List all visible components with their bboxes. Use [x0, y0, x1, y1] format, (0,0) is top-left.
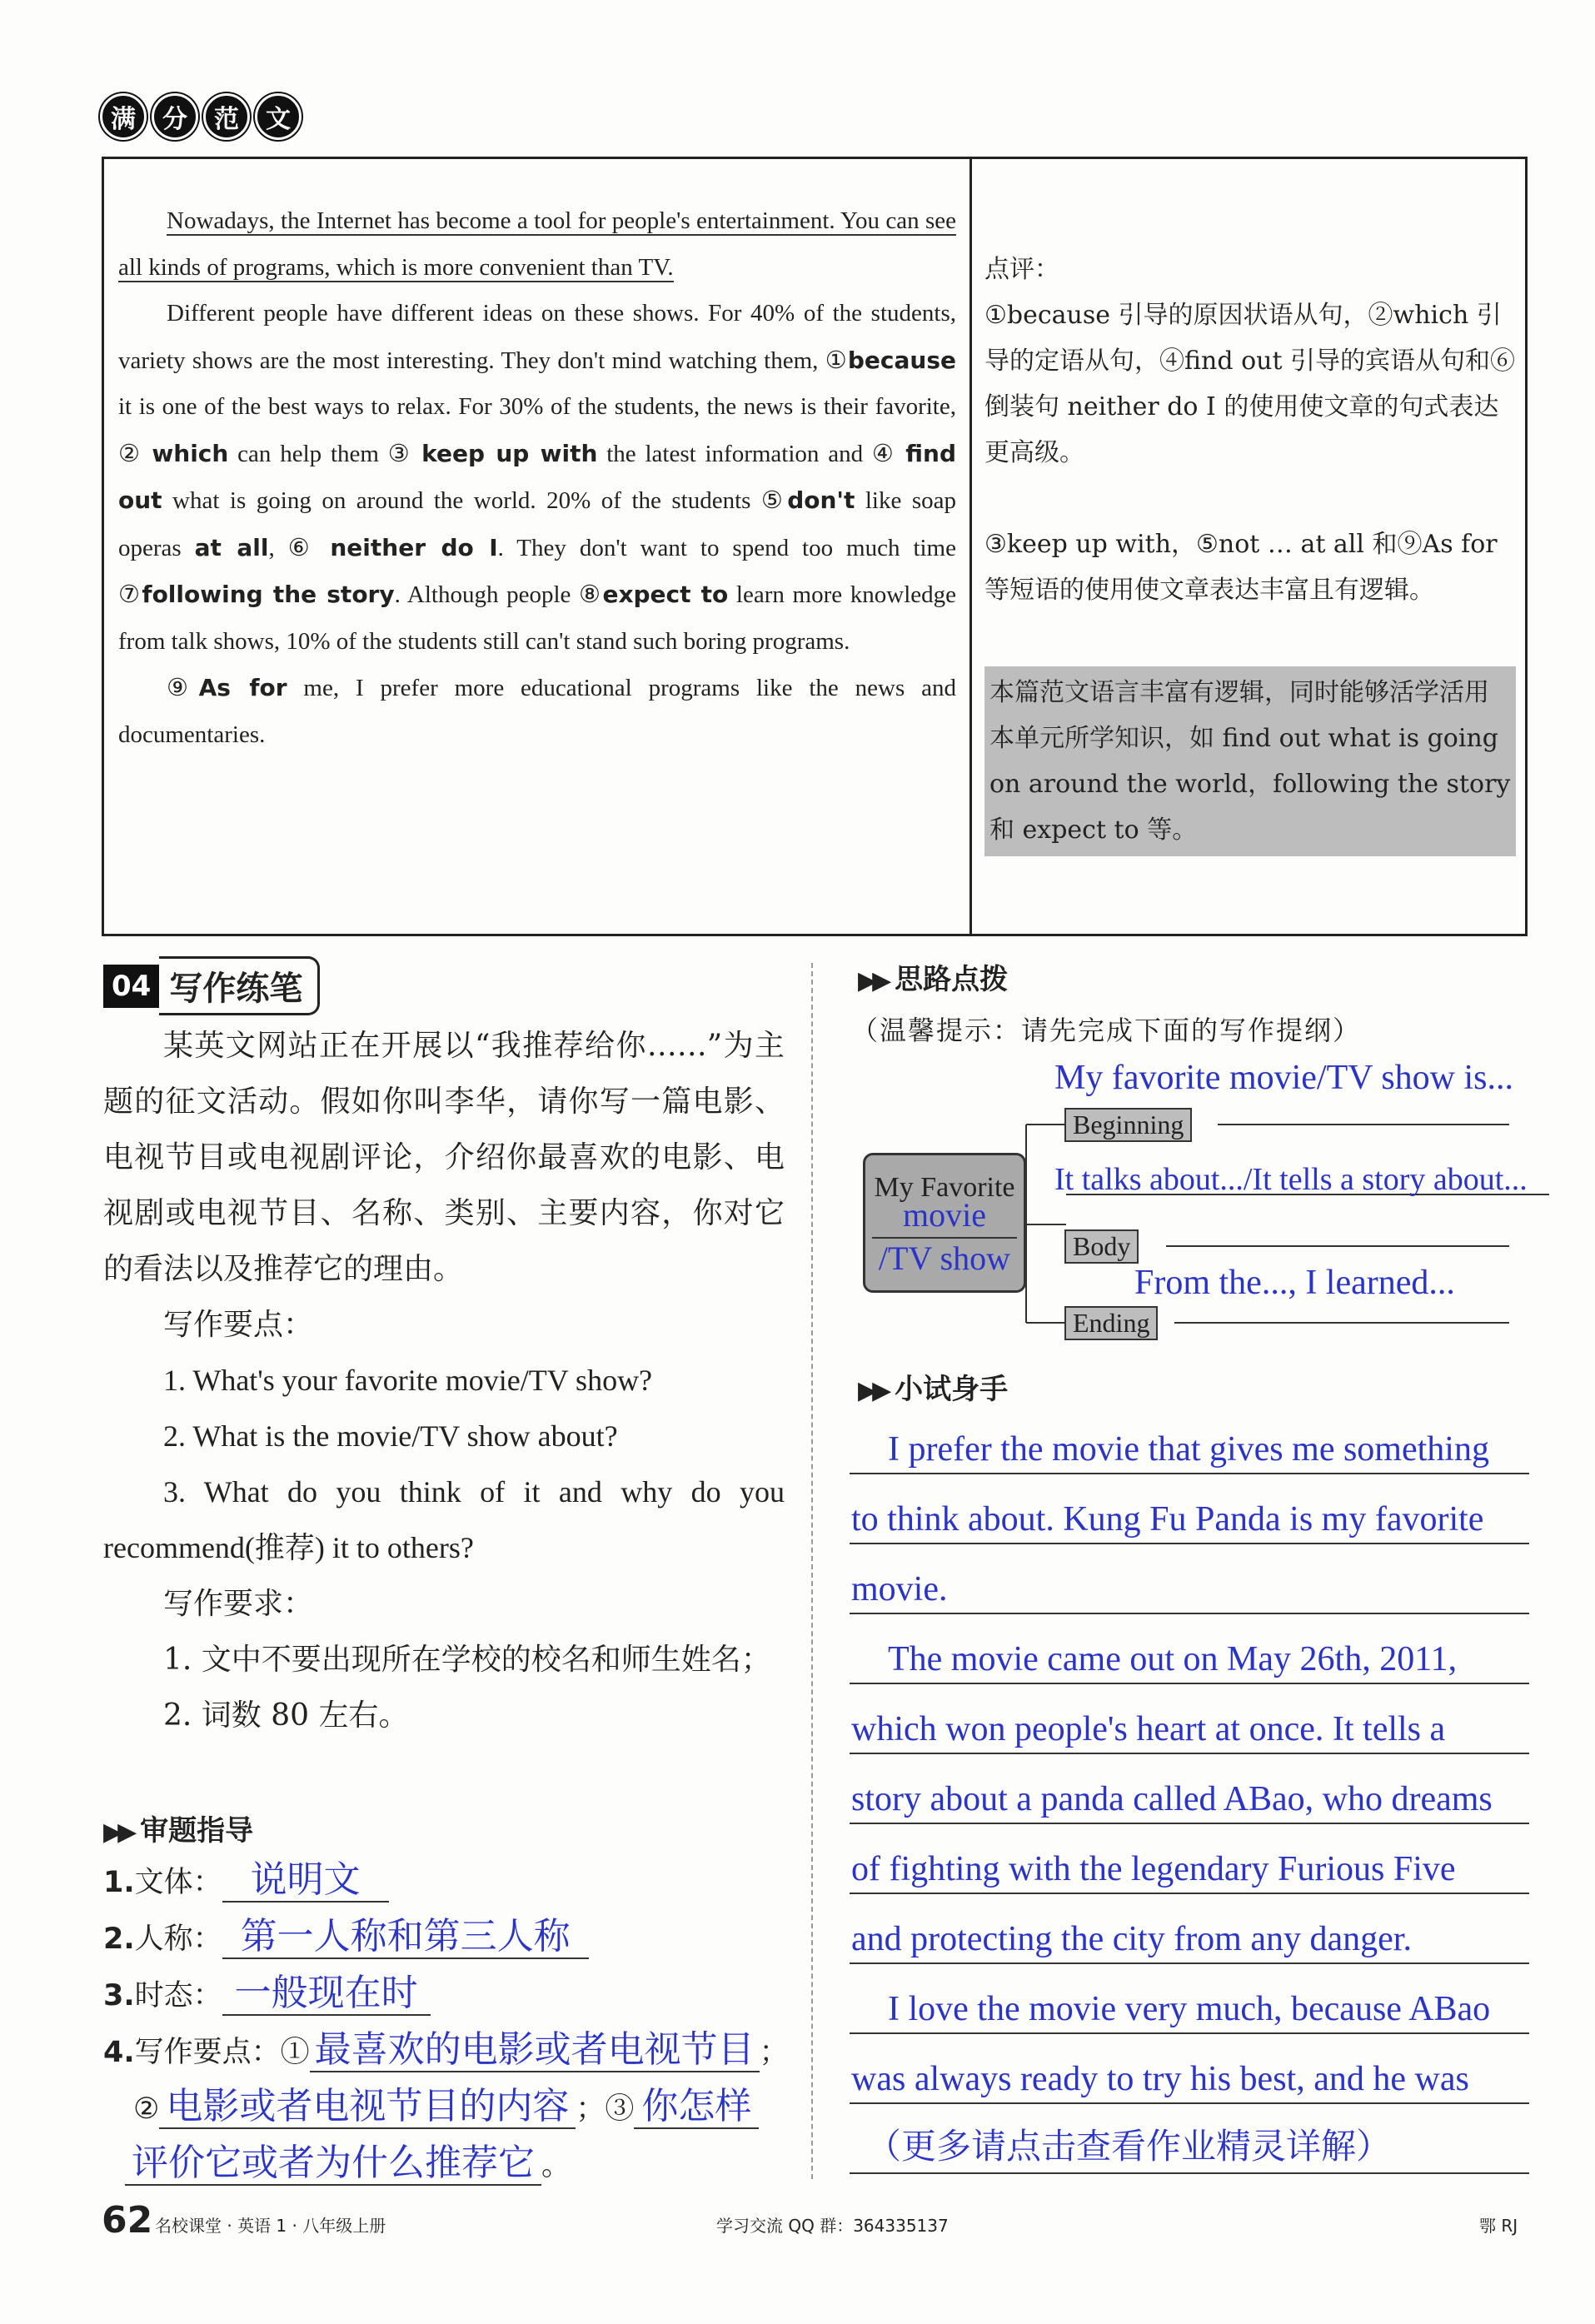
outline-diagram: [858, 1058, 1558, 1341]
point-item: 1. What's your favorite movie/TV show?: [163, 1364, 653, 1397]
analysis-heading: ▶▶ 审题指导: [103, 1814, 254, 1848]
section-number: 04: [103, 965, 159, 1008]
points-label: 写作要点：: [163, 1308, 314, 1341]
writing-line: story about a panda called ABao, who dreams: [850, 1754, 1529, 1824]
task-prompt: 某英文网站正在开展以“我推荐给你……”为主题的征文活动。假如你叫李华，请你写一篇电影、电视节目或电视剧评论，介绍你最喜欢的电影、电视剧或电视节目、名称、类别、主要内容，你对它的看法以及推荐它的理由。: [103, 1029, 785, 1286]
comments-label: 点评：: [984, 255, 1059, 284]
center-label: My Favorite: [874, 1172, 1015, 1203]
requirement-item: 2. 词数 80 左右。: [163, 1698, 409, 1733]
tips-note: （温馨提示：请先完成下面的写作提纲）: [851, 1015, 1362, 1046]
essay-divider: [969, 157, 972, 936]
answer-point-3a: 你怎样: [634, 2086, 759, 2129]
comment-2: ③keep up with，⑤not … at all 和⑨As for 等短语的使用使文章表达丰富且有逻辑。: [984, 530, 1498, 605]
essay-paragraph-2: Different people have different ideas on these shows. For 40% of the students, variety shows are the most interesting. They don't mind watching them, ①because it is one of the best ways to relax. For 30% of the students, the news is their favorite, ② which can help them ③ keep up with the latest information and ④ find out what is going on around the world. 20% of the students ⑤don't like soap operas at all, ⑥ neither do I. They don't want to spend too much time ⑦following the story. Although people ⑧expect to learn more knowledge from talk shows, 10% of the students still can't stand such boring programs.: [118, 300, 957, 655]
point-item: 3. What do you think of it and why do you recommend(推荐) it to others?: [103, 1475, 785, 1564]
essay-paragraph-3: ⑨As for me, I prefer more educational programs like the news and documentaries.: [118, 674, 956, 748]
analysis-q3: 3.时态： 一般现在时: [103, 1972, 431, 2016]
model-essay: [118, 198, 956, 758]
center-fill-1: movie: [903, 1196, 986, 1234]
analysis-q4-line3: 评价它或者为什么推荐它 。: [125, 2142, 571, 2186]
answer-point-2: 电影或者电视节目的内容: [159, 2086, 576, 2129]
answer-point-1: 最喜欢的电影或者电视节目: [310, 2029, 760, 2072]
writing-line: （更多请点击查看作业精灵详解）: [850, 2104, 1529, 2174]
writing-line: to think about. Kung Fu Panda is my favorite: [850, 1474, 1529, 1544]
answer-person: 第一人称和第三人称: [222, 1916, 589, 1959]
practice-heading: ▶▶ 小试身手: [858, 1373, 1009, 1406]
section-label: [103, 956, 320, 1015]
node-body: Body: [1064, 1229, 1139, 1264]
play-arrows-icon: ▶▶: [858, 1376, 887, 1405]
analysis-q1: 1.文体： 说明文: [103, 1859, 389, 1903]
essay-comments: [984, 247, 1518, 613]
fill-ending: From the..., I learned...: [1134, 1264, 1455, 1302]
answer-genre: 说明文: [222, 1859, 389, 1903]
answer-point-3b: 评价它或者为什么推荐它: [125, 2142, 541, 2186]
node-beginning: Beginning: [1064, 1108, 1192, 1142]
essay-paragraph-1: Nowadays, the Internet has become a tool for people's entertainment. You can see all kinds of programs, which is more convenient than TV.: [118, 207, 956, 281]
requirement-item: 1. 文中不要出现所在学校的校名和师生姓名；: [163, 1643, 771, 1677]
book-title: 名校课堂 · 英语 1 · 八年级上册: [155, 2216, 386, 2236]
header-badge: 范: [203, 93, 250, 140]
header-badge: 满: [100, 93, 147, 140]
answer-tense: 一般现在时: [222, 1972, 431, 2016]
play-arrows-icon: ▶▶: [103, 1818, 132, 1847]
qq-group: 学习交流 QQ 群：364335137: [716, 2216, 949, 2236]
requirements-label: 写作要求：: [163, 1587, 314, 1621]
analysis-q4: 4.写作要点：① 最喜欢的电影或者电视节目 ；: [103, 2029, 789, 2072]
analysis-q4-line2: ② 电影或者电视节目的内容 ；③ 你怎样: [133, 2086, 759, 2129]
tips-heading: ▶▶ 思路点拨: [858, 963, 1009, 996]
outline-center-box: [863, 1153, 1026, 1293]
comment-summary: 本篇范文语言丰富有逻辑，同时能够活学活用本单元所学知识，如 find out what is going on around the world，following the story 和 expect to 等。: [984, 666, 1516, 856]
writing-line: was always ready to try his best, and he was: [850, 2034, 1529, 2104]
point-item: 2. What is the movie/TV show about?: [163, 1419, 618, 1453]
header-badge: 文: [255, 93, 302, 140]
writing-line: and protecting the city from any danger.: [850, 1894, 1529, 1964]
edition-mark: 鄂 RJ: [1479, 2216, 1518, 2236]
node-ending: Ending: [1064, 1306, 1158, 1340]
analysis-q2: 2.人称： 第一人称和第三人称: [103, 1916, 589, 1959]
writing-line: movie.: [850, 1544, 1529, 1614]
header-badges: [100, 93, 302, 140]
column-divider: [811, 963, 813, 2179]
fill-body: It talks about.../It tells a story about...: [1054, 1162, 1528, 1197]
center-fill-2: /TV show: [872, 1237, 1017, 1279]
writing-task: [103, 1018, 785, 1743]
page-number: 62: [102, 2199, 153, 2242]
writing-line: The movie came out on May 26th, 2011,: [850, 1614, 1529, 1684]
fill-beginning: My favorite movie/TV show is...: [1054, 1059, 1514, 1097]
writing-line: of fighting with the legendary Furious Five: [850, 1824, 1529, 1894]
play-arrows-icon: ▶▶: [858, 966, 887, 995]
writing-line: I prefer the movie that gives me something: [850, 1404, 1529, 1474]
writing-line: I love the movie very much, because ABao: [850, 1964, 1529, 2034]
comment-1: ①because 引导的原因状语从句，②which 引导的定语从句，④find out 引导的宾语从句和⑥倒装句 neither do I 的使用使文章的句式表达更高级。: [984, 301, 1516, 467]
section-title: 写作练笔: [159, 956, 320, 1015]
header-badge: 分: [152, 93, 198, 140]
writing-line: which won people's heart at once. It tells a: [850, 1684, 1529, 1754]
